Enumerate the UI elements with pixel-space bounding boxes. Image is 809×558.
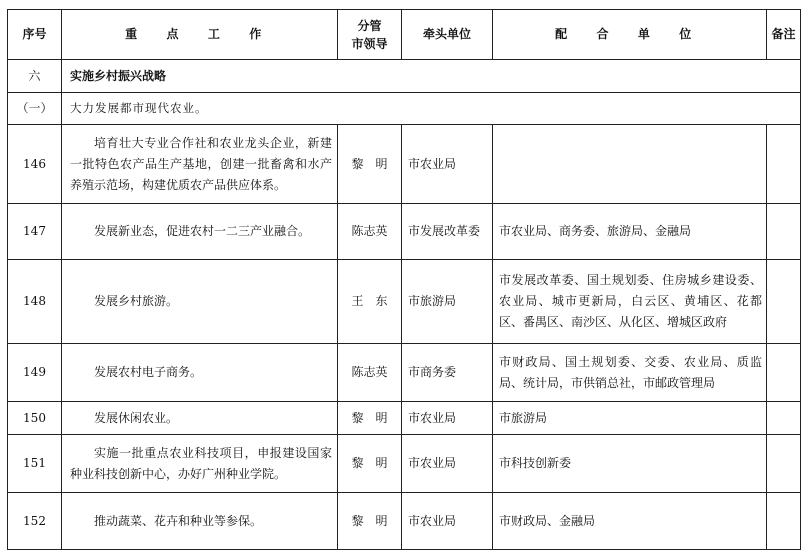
row-lead-unit: 市农业局 xyxy=(402,435,493,493)
subsection-row xyxy=(8,93,801,125)
table-row xyxy=(8,204,801,260)
header-co-units: 配 合 单 位 xyxy=(493,10,767,60)
row-co-units xyxy=(493,125,767,204)
table-row xyxy=(8,344,801,402)
header-task: 重 点 工 作 xyxy=(62,10,338,60)
row-remark xyxy=(767,402,801,435)
table-row xyxy=(8,260,801,344)
table-row xyxy=(8,435,801,493)
row-task: 实施一批重点农业科技项目，申报建设国家种业科技创新中心，办好广州种业学院。 xyxy=(62,435,338,493)
header-lead-unit: 牵头单位 xyxy=(402,10,493,60)
row-co-units: 市科技创新委 xyxy=(493,435,767,493)
row-remark xyxy=(767,125,801,204)
row-remark xyxy=(767,344,801,402)
row-number: 147 xyxy=(8,204,62,260)
document-page xyxy=(7,9,801,550)
row-lead-unit: 市商务委 xyxy=(402,344,493,402)
subsection-num: （一） xyxy=(8,93,62,125)
row-task: 发展新业态，促进农村一二三产业融合。 xyxy=(62,204,338,260)
row-lead-unit: 市旅游局 xyxy=(402,260,493,344)
section-num: 六 xyxy=(8,60,62,93)
header-row xyxy=(8,10,801,60)
row-number: 151 xyxy=(8,435,62,493)
table-row xyxy=(8,493,801,550)
row-task: 发展乡村旅游。 xyxy=(62,260,338,344)
row-leader: 黎 明 xyxy=(338,493,402,550)
row-remark xyxy=(767,204,801,260)
row-co-units: 市农业局、商务委、旅游局、金融局 xyxy=(493,204,767,260)
row-number: 152 xyxy=(8,493,62,550)
header-leader-line1: 分管 xyxy=(357,18,382,33)
row-lead-unit: 市农业局 xyxy=(402,402,493,435)
row-co-units: 市发展改革委、国土规划委、住房城乡建设委、农业局、城市更新局，白云区、黄埔区、花都区、番禺区、南沙区、从化区、增城区政府 xyxy=(493,260,767,344)
row-lead-unit: 市发展改革委 xyxy=(402,204,493,260)
row-leader: 黎 明 xyxy=(338,435,402,493)
row-task: 培育壮大专业合作社和农业龙头企业，新建一批特色农产品生产基地，创建一批畜禽和水产养殖示范场，构建优质农产品供应体系。 xyxy=(62,125,338,204)
table-row xyxy=(8,125,801,204)
row-remark xyxy=(767,435,801,493)
row-remark xyxy=(767,493,801,550)
row-leader: 陈志英 xyxy=(338,344,402,402)
row-co-units: 市财政局、国土规划委、交委、农业局、质监局、统计局，市供销总社，市邮政管理局 xyxy=(493,344,767,402)
section-title: 实施乡村振兴战略 xyxy=(62,60,801,93)
row-task: 发展休闲农业。 xyxy=(62,402,338,435)
subsection-title: 大力发展都市现代农业。 xyxy=(62,93,801,125)
row-leader: 黎 明 xyxy=(338,402,402,435)
row-lead-unit: 市农业局 xyxy=(402,125,493,204)
row-number: 149 xyxy=(8,344,62,402)
header-leader xyxy=(338,10,402,60)
row-task: 发展农村电子商务。 xyxy=(62,344,338,402)
header-remark: 备注 xyxy=(767,10,801,60)
header-seq: 序号 xyxy=(8,10,62,60)
row-co-units: 市财政局、金融局 xyxy=(493,493,767,550)
header-leader-line2: 市领导 xyxy=(351,36,388,51)
row-leader: 黎 明 xyxy=(338,125,402,204)
row-leader: 陈志英 xyxy=(338,204,402,260)
row-remark xyxy=(767,260,801,344)
row-number: 146 xyxy=(8,125,62,204)
row-leader: 王 东 xyxy=(338,260,402,344)
row-co-units: 市旅游局 xyxy=(493,402,767,435)
section-row xyxy=(8,60,801,93)
table-row xyxy=(8,402,801,435)
row-number: 150 xyxy=(8,402,62,435)
row-task: 推动蔬菜、花卉和种业等参保。 xyxy=(62,493,338,550)
row-lead-unit: 市农业局 xyxy=(402,493,493,550)
row-number: 148 xyxy=(8,260,62,344)
key-tasks-table xyxy=(7,9,801,550)
